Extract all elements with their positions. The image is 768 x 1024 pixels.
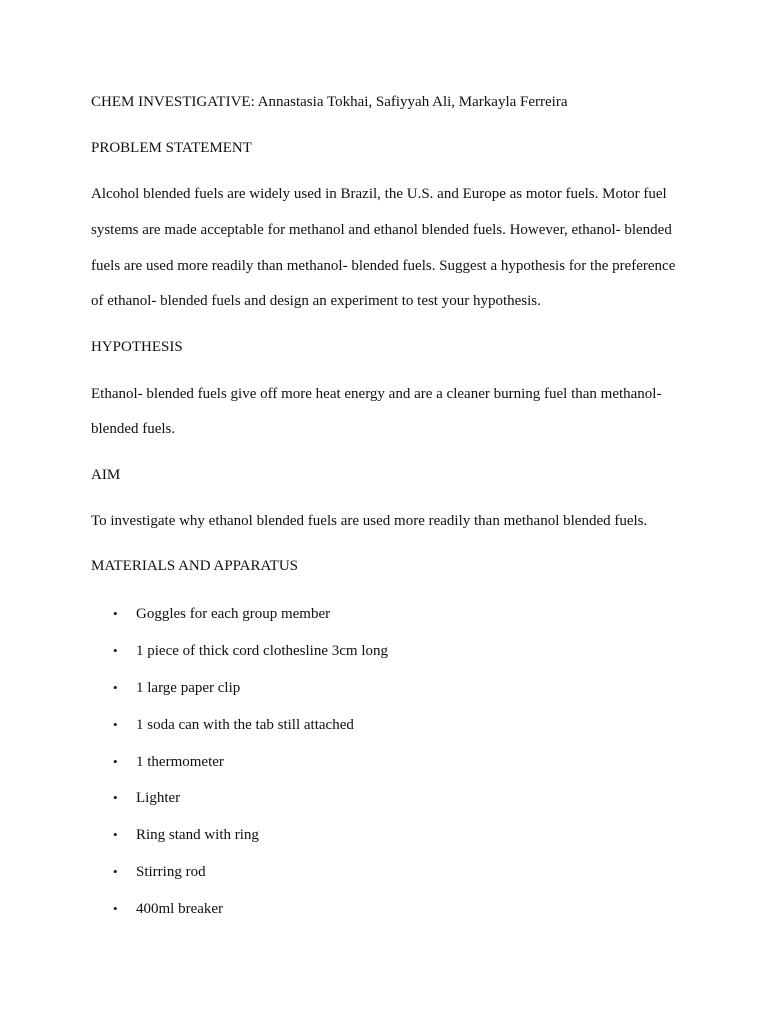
problem-statement-line: fuels are used more readily than methanol- blended fuels. Suggest a hypothesis for the preference [91,258,676,274]
list-item-text: Goggles for each group member [136,606,331,622]
hypothesis-line: Ethanol- blended fuels give off more heat energy and are a cleaner burning fuel than methanol- [91,386,662,402]
list-item-text: Ring stand with ring [136,827,259,843]
bullet-icon: • [113,717,118,732]
list-item-text: 400ml breaker [136,901,224,917]
problem-statement-line: systems are made acceptable for methanol and ethanol blended fuels. However, ethanol- blended [91,222,672,238]
list-item-text: 1 piece of thick cord clothesline 3cm long [136,643,389,659]
bullet-icon: • [113,754,118,769]
problem-statement-line: Alcohol blended fuels are widely used in Brazil, the U.S. and Europe as motor fuels. Motor fuel [91,186,667,202]
hypothesis-heading: HYPOTHESIS [91,339,183,355]
bullet-icon: • [113,606,118,621]
list-item-text: 1 thermometer [136,754,224,770]
materials-heading: MATERIALS AND APPARATUS [91,558,298,574]
bullet-icon: • [113,827,118,842]
aim-text: To investigate why ethanol blended fuels are used more readily than methanol blended fuels. [91,513,648,529]
bullet-icon: • [113,643,118,658]
bullet-icon: • [113,864,118,879]
list-item-text: Lighter [136,790,181,806]
list-item-text: 1 large paper clip [136,680,241,696]
bullet-icon: • [113,901,118,916]
hypothesis-line: blended fuels. [91,421,176,437]
list-item-text: Stirring rod [136,864,206,880]
problem-statement-line: of ethanol- blended fuels and design an experiment to test your hypothesis. [91,293,541,309]
aim-heading: AIM [91,467,121,483]
list-item-text: 1 soda can with the tab still attached [136,717,354,733]
document-title: CHEM INVESTIGATIVE: Annastasia Tokhai, Safiyyah Ali, Markayla Ferreira [91,94,568,110]
problem-statement-heading: PROBLEM STATEMENT [91,140,252,156]
bullet-icon: • [113,680,118,695]
bullet-icon: • [113,790,118,805]
